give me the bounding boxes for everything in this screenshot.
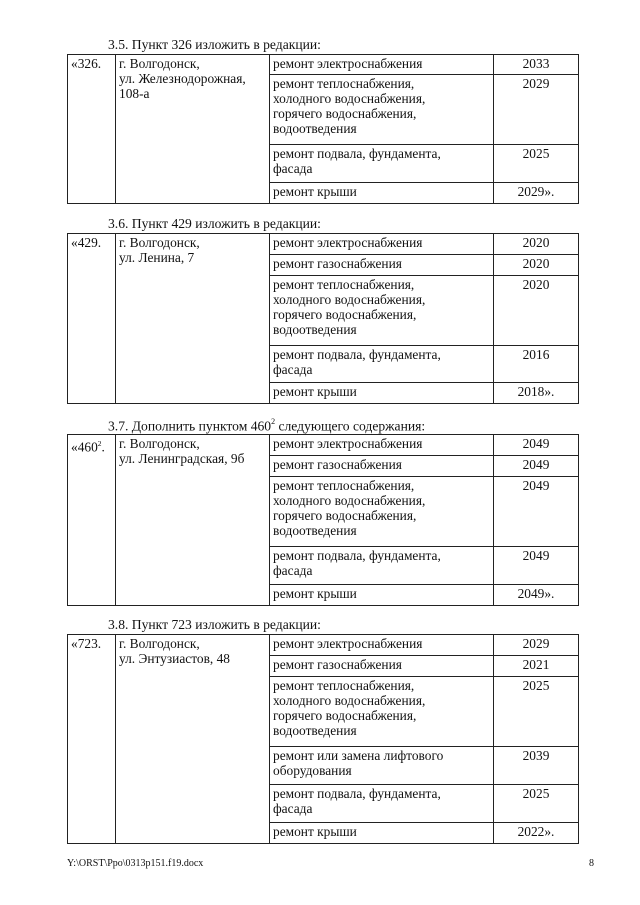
work-type: ремонт теплоснабжения, холодного водоснабжения, горячего водоснабжения, водоотведения [270,276,494,346]
section-heading-3-7 [108,415,425,435]
work-type: ремонт электроснабжения [270,234,494,255]
work-year: 2049 [494,477,579,547]
work-type: ремонт крыши [270,823,494,844]
section-table-723 [67,634,579,844]
item-address: г. Волгодонск, ул. Ленина, 7 [116,234,270,404]
work-year: 2020 [494,234,579,255]
work-type: ремонт подвала, фундамента, фасада [270,547,494,585]
work-type: ремонт крыши [270,183,494,204]
heading-text: 3.7. Дополнить пунктом 460 [108,418,272,434]
work-year: 2018». [494,383,579,404]
work-type: ремонт электроснабжения [270,55,494,75]
work-year: 2020 [494,255,579,276]
section-heading-3-5: 3.5. Пункт 326 изложить в редакции: [108,37,321,52]
work-type: ремонт газоснабжения [270,656,494,677]
work-type: ремонт электроснабжения [270,635,494,656]
work-type: ремонт теплоснабжения, холодного водоснабжения, горячего водоснабжения, водоотведения [270,677,494,747]
work-type: ремонт подвала, фундамента, фасада [270,785,494,823]
section-table-326 [67,54,579,204]
work-year: 2029 [494,75,579,145]
work-type: ремонт электроснабжения [270,435,494,456]
item-number: «$460^2$. [68,435,116,606]
item-number: «723. [68,635,116,844]
work-type: ремонт крыши [270,585,494,606]
item-address: г. Волгодонск, ул. Железнодорожная, 108-а [116,55,270,204]
work-year: 2049». [494,585,579,606]
footer-file-path: Y:\ORST\Ppo\0313p151.f19.docx [67,858,204,869]
work-year: 2039 [494,747,579,785]
work-year: 2033 [494,55,579,75]
item-address: г. Волгодонск, ул. Энтузиастов, 48 [116,635,270,844]
item-address: г. Волгодонск, ул. Ленинградская, 9б [116,435,270,606]
work-type: ремонт подвала, фундамента, фасада [270,346,494,383]
work-type: ремонт теплоснабжения, холодного водоснабжения, горячего водоснабжения, водоотведения [270,75,494,145]
work-type: ремонт газоснабжения [270,255,494,276]
section-heading-3-6: 3.6. Пункт 429 изложить в редакции: [108,216,321,231]
work-year: 2025 [494,785,579,823]
work-year: 2025 [494,677,579,747]
work-type: ремонт или замена лифтового оборудования [270,747,494,785]
section-table-429 [67,233,579,404]
work-type: ремонт крыши [270,383,494,404]
work-year: 2049 [494,456,579,477]
heading-superscript: 2 [271,417,276,426]
section-table-460-2 [67,434,579,606]
work-year: 2049 [494,435,579,456]
work-year: 2020 [494,276,579,346]
item-number: «429. [68,234,116,404]
heading-text: следующего содержания: [275,418,426,434]
work-year: 2022». [494,823,579,844]
work-year: 2029 [494,635,579,656]
work-year: 2021 [494,656,579,677]
work-year: 2029». [494,183,579,204]
work-type: ремонт газоснабжения [270,456,494,477]
footer-page-number: 8 [589,858,594,869]
work-year: 2049 [494,547,579,585]
item-number: «326. [68,55,116,204]
section-heading-3-8: 3.8. Пункт 723 изложить в редакции: [108,617,321,632]
work-year: 2016 [494,346,579,383]
work-year: 2025 [494,145,579,183]
work-type: ремонт теплоснабжения, холодного водоснабжения, горячего водоснабжения, водоотведения [270,477,494,547]
work-type: ремонт подвала, фундамента, фасада [270,145,494,183]
